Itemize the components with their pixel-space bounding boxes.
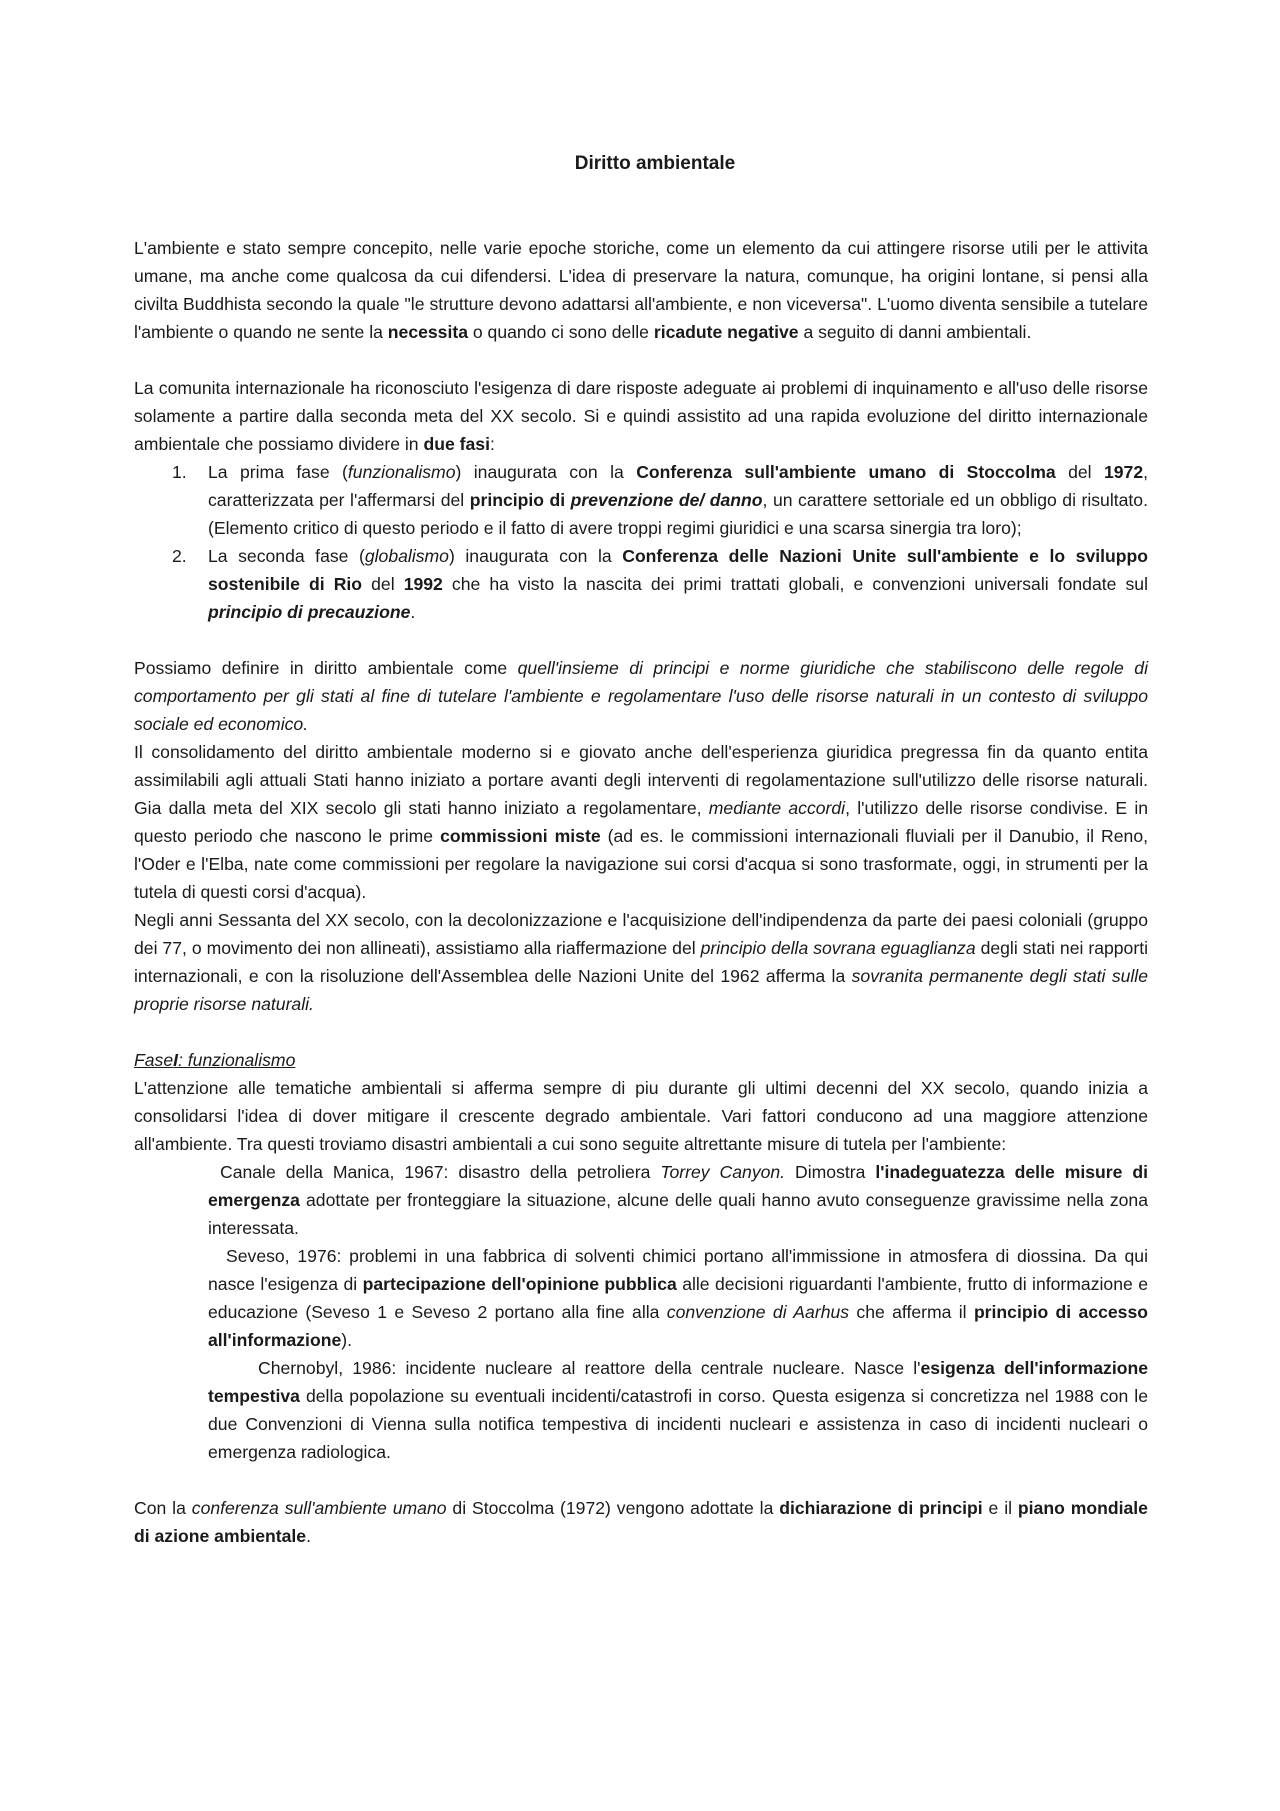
- community-paragraph: [134, 374, 1148, 458]
- paragraph-gap: [134, 1466, 1148, 1494]
- text-run: Negli anni Sessanta del XX secolo, con la decolonizzazione e l'acquisizione dell'indipendenza da parte dei paesi coloniali (gruppo dei 77, o movimento dei non allineati), assistiamo alla riaffermazione del: [134, 910, 1148, 958]
- list-number: 2.: [172, 546, 187, 566]
- italic-text: principio della sovrana eguaglianza: [700, 938, 976, 958]
- events-list: [134, 1158, 1148, 1466]
- text-run: Chernobyl, 1986: incidente nucleare al reattore della centrale nucleare. Nasce l': [258, 1358, 921, 1378]
- text-run: della popolazione su eventuali incidenti/catastrofi in corso. Questa esigenza si concretizza nel 1988 con le due Convenzioni di Vienna sulla notifica tempestiva di incidenti nucleari e assistenza in caso di incidenti nucleari o emergenza radiologica.: [208, 1386, 1148, 1462]
- list-item: [134, 1158, 1148, 1242]
- text-run: .: [410, 602, 416, 622]
- phases-list: [134, 458, 1148, 626]
- text-run: Seveso, 1976: problemi in una fabbrica di solventi chimici portano all'immissione in atmosfera di diossina. Da qui nasce l'esigenza di: [208, 1246, 1148, 1294]
- closing-paragraph: [134, 1494, 1148, 1550]
- text-run: .: [306, 1526, 311, 1546]
- paragraph-gap: [134, 1018, 1148, 1046]
- document-body: [134, 150, 1148, 1550]
- document-title: Diritto ambientale: [574, 153, 736, 174]
- text-run: di Stoccolma (1972) vengono adottate la: [446, 1498, 780, 1518]
- text-run: alle decisioni riguardanti l'ambiente, frutto di informazione e educazione (Seveso 1 e Seveso 2 portano alla fine alla: [208, 1274, 1148, 1322]
- bold-text: Conferenza sull'ambiente umano di Stoccolma: [636, 462, 1056, 482]
- paragraph-gap: [134, 346, 1148, 374]
- italic-text: conferenza sull'ambiente umano: [191, 1498, 447, 1518]
- italic-text: sovranita permanente degli stati sulle proprie risorse naturali.: [134, 966, 1149, 1014]
- bold-text: 1992: [403, 574, 443, 594]
- definition-paragraph: [134, 654, 1148, 738]
- text-run: ).: [341, 1330, 352, 1350]
- text-run: Possiamo definire in diritto ambientale come: [134, 658, 518, 678]
- text-run: , caratterizzata per l'affermarsi del: [208, 462, 1148, 510]
- list-item: [134, 1242, 1148, 1354]
- bold-text: piano mondiale di azione ambientale: [134, 1498, 1148, 1546]
- text-run: del: [362, 574, 404, 594]
- text-run: ) inaugurata con la: [448, 546, 623, 566]
- italic-text: mediante accordi: [708, 798, 846, 818]
- list-item: [134, 542, 1148, 626]
- bold-text: principio di accesso all'informazione: [208, 1302, 1148, 1350]
- consolidation-paragraph: [134, 738, 1148, 906]
- text-run: che afferma il: [849, 1302, 974, 1322]
- text-run: Dimostra: [785, 1162, 876, 1182]
- heading-text: : funzionalismo: [178, 1050, 296, 1070]
- text-run: La prima fase (: [208, 462, 348, 482]
- text-run: , un carattere settoriale ed un obbligo di risultato. (Elemento critico di questo periodo e il fatto di avere troppi regimi giuridici e una scarsa sinergia tra loro);: [208, 490, 1148, 538]
- text-run: (ad es. le commissioni internazionali fluviali per il Danubio, il Reno, l'Oder e l'Elba, nate come commissioni per regolare la navigazione sui corsi d'acqua si sono trasformate, oggi, in strumenti per la tutela di questi corsi d'acqua).: [134, 826, 1148, 902]
- text-run: degli stati nei rapporti internazionali, e con la risoluzione dell'Assemblea delle Nazioni Unite del 1962 afferma la: [134, 938, 1148, 986]
- bold-text: ricadute negative: [653, 322, 799, 342]
- bold-text: esigenza dell'informazione tempestiva: [208, 1358, 1148, 1406]
- text-run: Il consolidamento del diritto ambientale moderno si e giovato anche dell'esperienza giuridica pregressa fin da quanto entita assimilabili agli attuali Stati hanno iniziato a portare avanti degli interventi di regolamentazione sull'utilizzo delle risorse naturali. Gia dalla meta del XIX secolo gli stati hanno iniziato a regolamentare,: [134, 742, 1148, 818]
- text-run: a seguito di danni ambientali.: [798, 322, 1032, 342]
- text-run: L'ambiente e stato sempre concepito, nelle varie epoche storiche, come un elemento da cui attingere risorse utili per le attivita umane, ma anche come qualcosa da cui difendersi. L'idea di preservare la natura, comunque, ha origini lontane, si pensi alla civilta Buddhista secondo la quale "le strutture devono adattarsi all'ambiente, e non viceversa". L'uomo diventa sensibile a tutelare l'ambiente o quando ne sente la: [134, 238, 1148, 342]
- text-run: Canale della Manica, 1967: disastro della petroliera: [220, 1162, 661, 1182]
- text-run: La seconda fase (: [208, 546, 365, 566]
- heading-numeral: I: [173, 1050, 179, 1070]
- bold-text: principio di: [469, 490, 571, 510]
- text-run: adottate per fronteggiare la situazione, alcune delle quali hanno avuto conseguenze gravissime nella zona interessata.: [208, 1190, 1148, 1238]
- italic-text: quell'insieme di principi e norme giuridiche che stabiliscono delle regole di comportamento per gli stati al fine di tutelare l'ambiente e regolamentare l'uso delle risorse naturali in un contesto di sviluppo sociale ed economico.: [134, 658, 1148, 734]
- heading-text: Fase: [134, 1050, 174, 1070]
- bold-italic-text: principio di precauzione: [208, 602, 411, 622]
- text-run: del: [1055, 462, 1104, 482]
- italic-text: convenzione di Aarhus: [666, 1302, 850, 1322]
- bold-text: due fasi: [423, 434, 490, 454]
- text-run: La comunita internazionale ha riconosciuto l'esigenza di dare risposte adeguate ai problemi di inquinamento e all'uso delle risorse solamente a partire dalla seconda meta del XX secolo. Si e quindi assistito ad una rapida evoluzione del diritto internazionale ambientale che possiamo dividere in: [134, 378, 1148, 454]
- text-run: , l'utilizzo delle risorse condivise. E in questo periodo che nascono le prime: [134, 798, 1149, 846]
- bold-italic-text: prevenzione de/ danno: [570, 490, 763, 510]
- paragraph-gap: [134, 626, 1148, 654]
- fase1-paragraph: L'attenzione alle tematiche ambientali si afferma sempre di piu durante gli ultimi decenni del XX secolo, quando inizia a consolidarsi l'idea di dover mitigare il crescente degrado ambientale. Vari fattori conducono ad una maggiore attenzione all'ambiente. Tra questi troviamo disastri ambientali a cui sono seguite altrettante misure di tutela per l'ambiente:: [134, 1078, 1148, 1154]
- text-run: e il: [982, 1498, 1018, 1518]
- list-item: [134, 458, 1148, 542]
- italic-text: Torrey Canyon.: [660, 1162, 786, 1182]
- italic-text: globalismo: [364, 546, 449, 566]
- list-number: 1.: [172, 462, 187, 482]
- bold-text: necessita: [387, 322, 468, 342]
- bold-text: dichiarazione di principi: [779, 1498, 983, 1518]
- bold-text: Conferenza delle Nazioni Unite sull'ambiente e lo sviluppo sostenibile di Rio: [208, 546, 1148, 594]
- sixties-paragraph: [134, 906, 1148, 1018]
- text-run: ) inaugurata con la: [455, 462, 637, 482]
- text-run: che ha visto la nascita dei primi trattati globali, e convenzioni universali fondate sul: [442, 574, 1148, 594]
- bold-text: commissioni miste: [440, 826, 601, 846]
- intro-paragraph: [134, 234, 1148, 346]
- bold-text: partecipazione dell'opinione pubblica: [362, 1274, 677, 1294]
- bold-text: l'inadeguatezza delle misure di emergenza: [208, 1162, 1148, 1210]
- bold-text: 1972: [1103, 462, 1144, 482]
- fase1-heading: [134, 1046, 1148, 1074]
- italic-text: funzionalismo: [347, 462, 456, 482]
- text-run: o quando ci sono delle: [467, 322, 654, 342]
- text-run: :: [489, 434, 495, 454]
- text-run: Con la: [134, 1498, 192, 1518]
- list-item: [134, 1354, 1148, 1466]
